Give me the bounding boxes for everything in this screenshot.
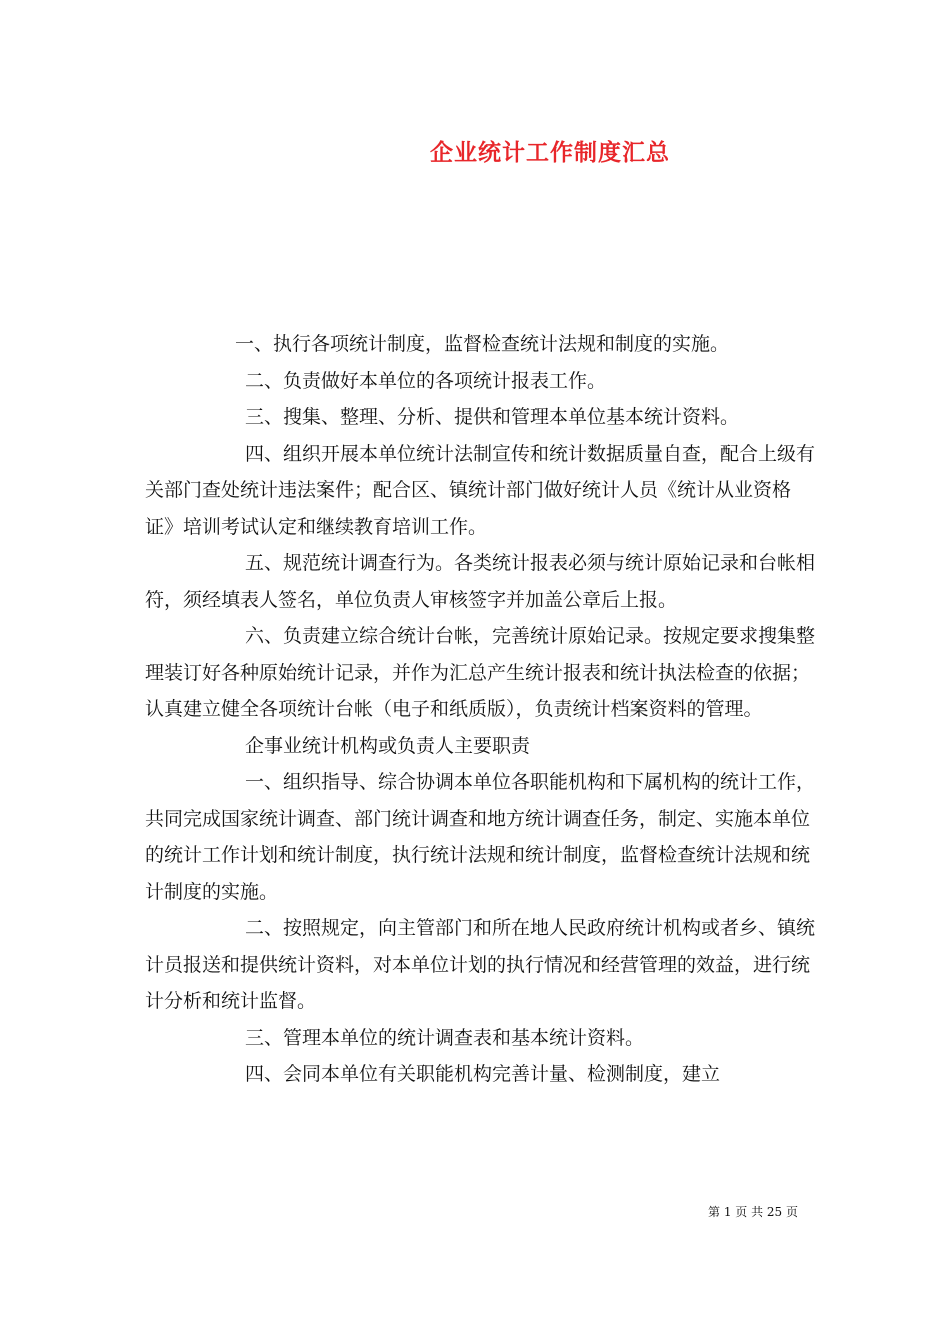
paragraph: 二、负责做好本单位的各项统计报表工作。 (245, 369, 607, 392)
paragraph: 三、管理本单位的统计调查表和基本统计资料。 (245, 1026, 645, 1049)
document-title: 企业统计工作制度汇总 (430, 139, 670, 166)
section-heading: 企事业统计机构或负责人主要职责 (245, 734, 531, 757)
paragraph: 五、规范统计调查行为。各类统计报表必须与统计原始记录和台帐相符，须经填表人签名，单位负责人审核签字并加盖公章后上报。 (145, 552, 816, 611)
document-body (145, 326, 815, 1093)
paragraph: 二、按照规定，向主管部门和所在地人民政府统计机构或者乡、镇统计员报送和提供统计资料，对本单位计划的执行情况和经营管理的效益，进行统计分析和统计监督。 (145, 917, 816, 1012)
paragraph: 四、组织开展本单位统计法制宣传和统计数据质量自查，配合上级有关部门查处统计违法案件；配合区、镇统计部门做好统计人员《统计从业资格证》培训考试认定和继续教育培训工作。 (145, 442, 816, 538)
page-number: 第 1 页 共 25 页 (708, 1205, 798, 1219)
paragraph: 六、负责建立综合统计台帐，完善统计原始记录。按规定要求搜集整理装订好各种原始统计记录，并作为汇总产生统计报表和统计执法检查的依据；认真建立健全各项统计台帐（电子和纸质版），负责统计档案资料的管理。 (145, 625, 816, 720)
paragraph: 一、组织指导、综合协调本单位各职能机构和下属机构的统计工作，共同完成国家统计调查、部门统计调查和地方统计调查任务，制定、实施本单位的统计工作计划和统计制度，执行统计法规和统计制度，监督检查统计法规和统计制度的实施。 (145, 771, 816, 903)
paragraph: 四、会同本单位有关职能机构完善计量、检测制度，建立 (245, 1063, 721, 1085)
paragraph: 一、执行各项统计制度，监督检查统计法规和制度的实施。 (235, 333, 730, 355)
paragraph: 三、搜集、整理、分析、提供和管理本单位基本统计资料。 (245, 406, 740, 428)
